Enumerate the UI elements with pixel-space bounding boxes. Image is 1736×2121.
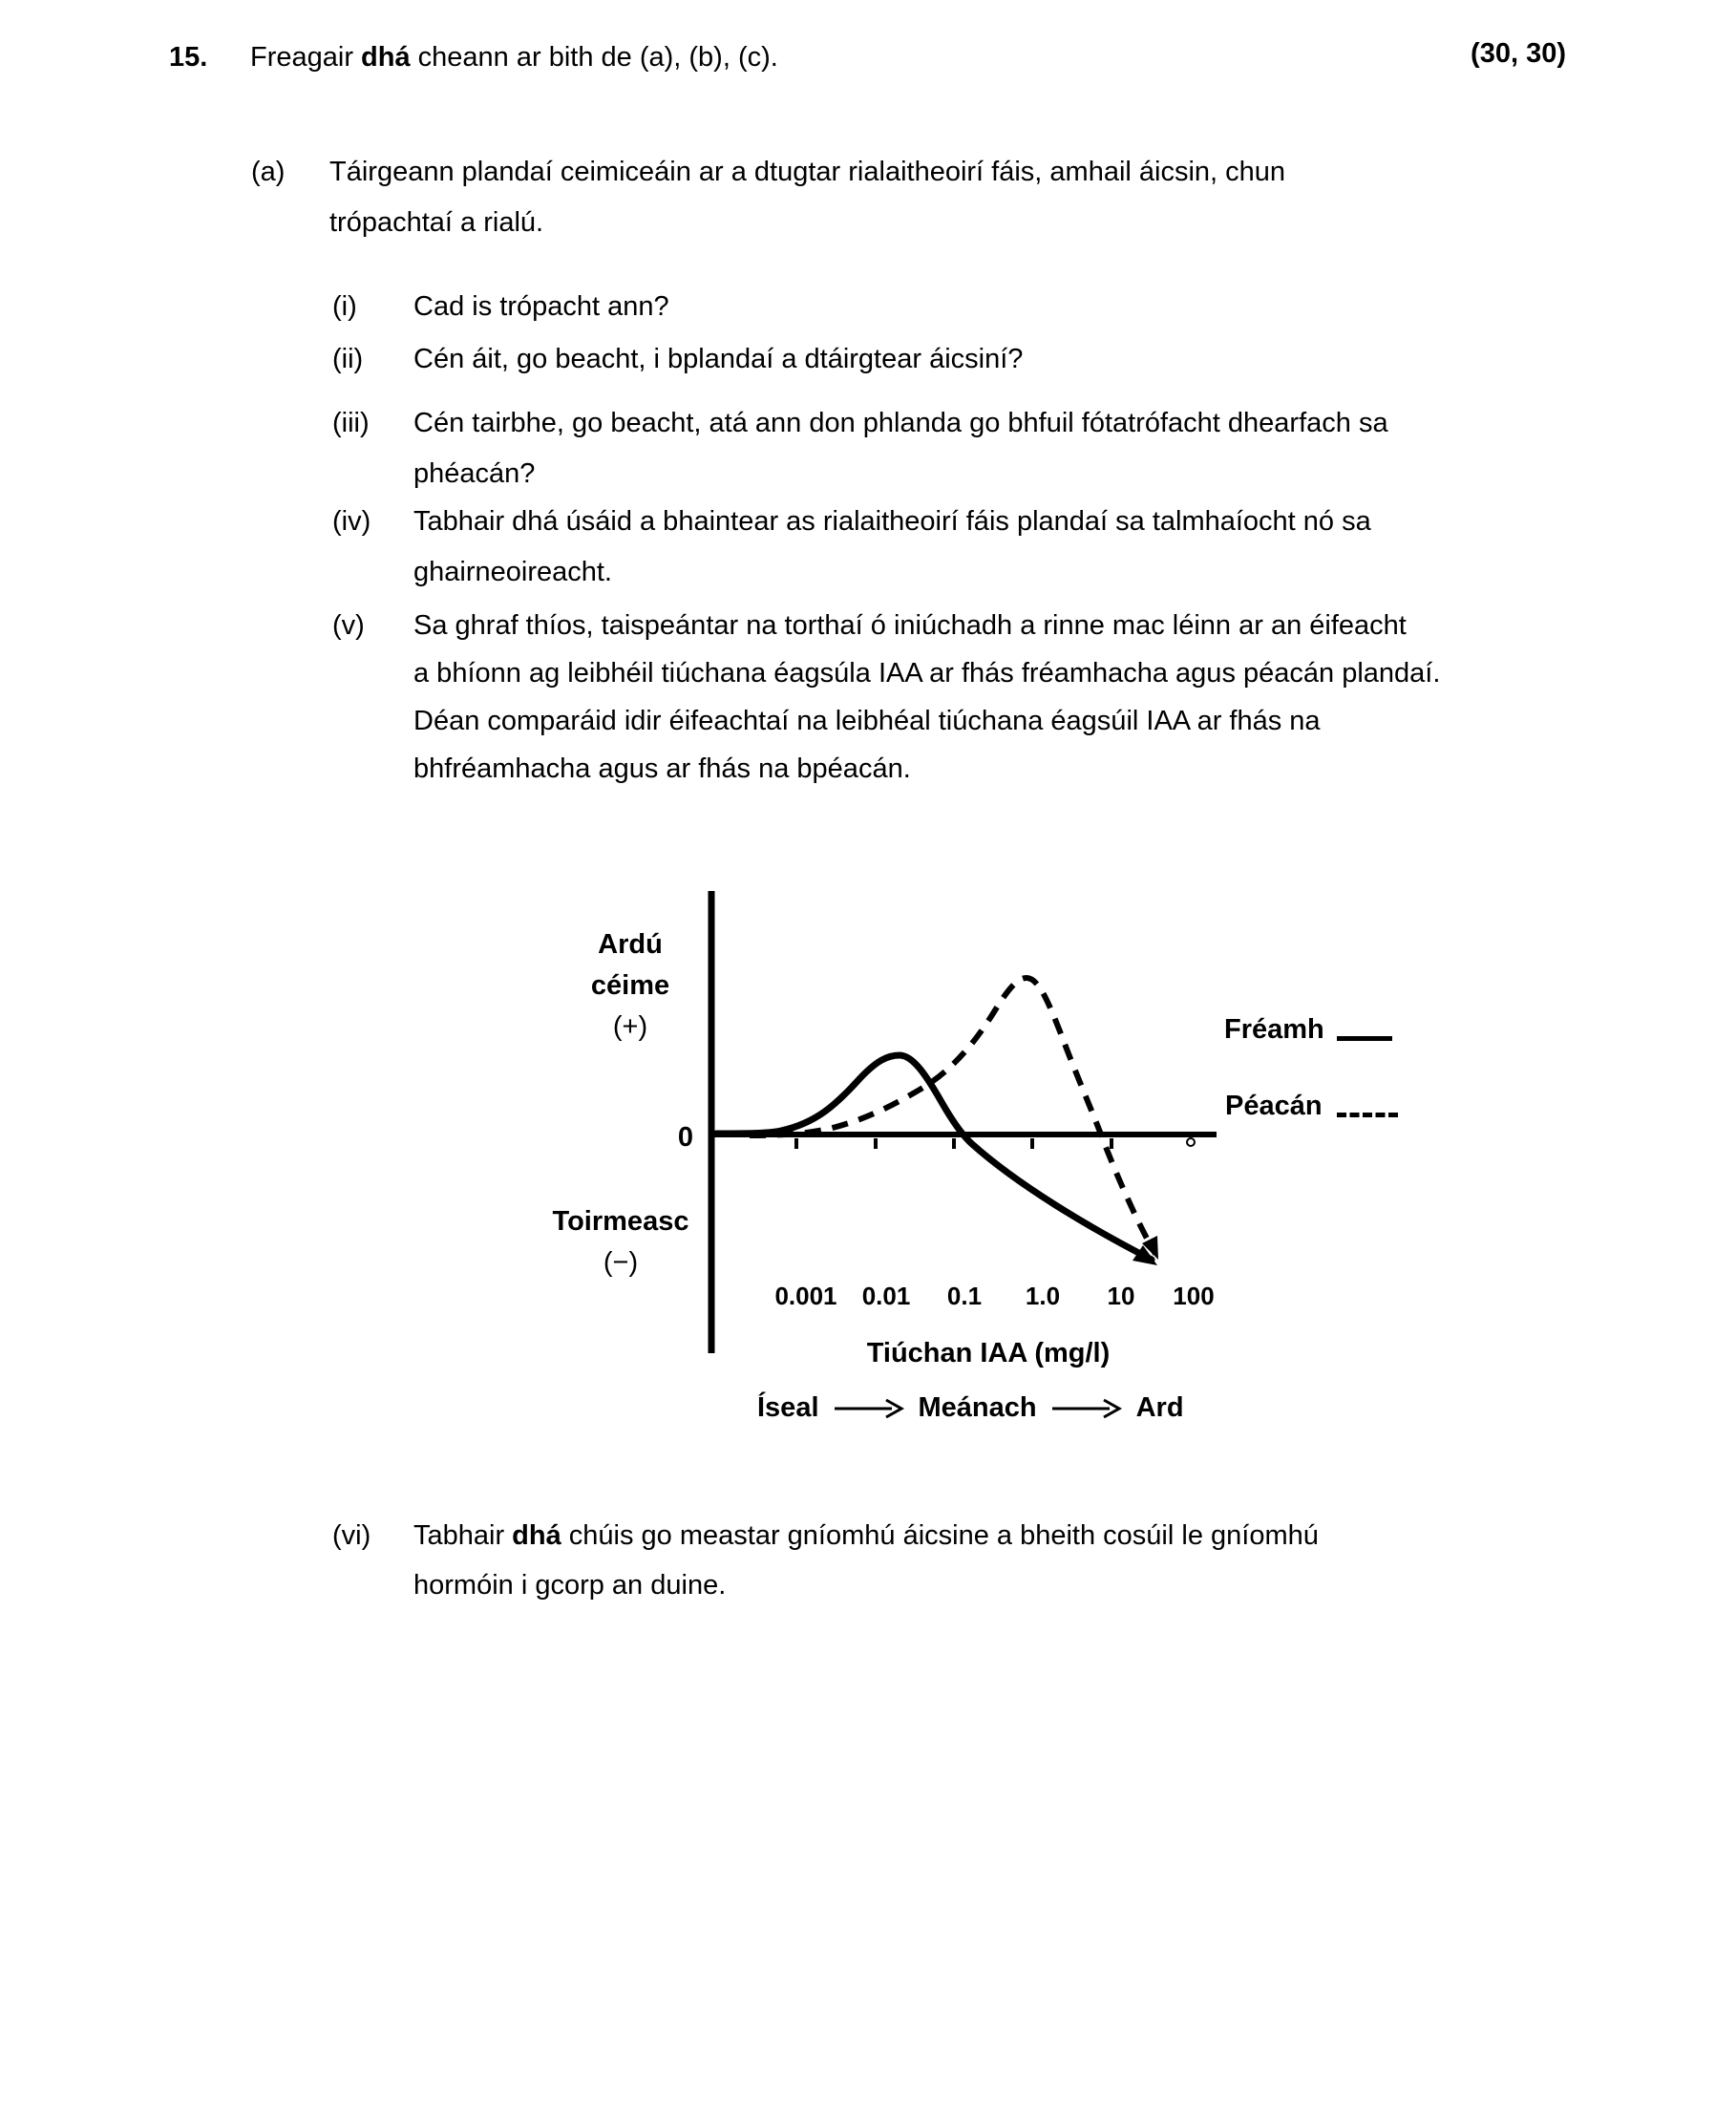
- question-header: [250, 38, 778, 76]
- x-tick-label-100: 100: [1173, 1282, 1215, 1310]
- item-v-line4: bhfréamhacha agus ar fhás na bpéacán.: [413, 753, 911, 784]
- item-ii-text: Cén áit, go beacht, i bplandaí a dtáirgtear áicsiní?: [413, 344, 1024, 374]
- header-text-bold: dhá: [361, 42, 411, 73]
- y-pos-line2: céime: [590, 970, 670, 1001]
- y-pos-line1: Ardú: [598, 929, 663, 960]
- y-axis-positive-label: [563, 924, 697, 1048]
- x-range-row: [757, 1392, 1184, 1424]
- x-tick-label-10b: 10: [1107, 1282, 1135, 1310]
- y-pos-line3: (+): [612, 1011, 648, 1042]
- y-neg-line1: Toirmeasc: [552, 1206, 689, 1237]
- item-vi-line2: hormóin i gcorp an duine.: [413, 1570, 727, 1601]
- item-iii-line1: Cén tairbhe, go beacht, atá ann don phlanda go bhfuil fótatrófacht dhearfach sa: [413, 408, 1388, 438]
- item-vi-bold: dhá: [512, 1520, 561, 1551]
- range-label-low: Íseal: [757, 1392, 819, 1423]
- x-tick-label-0001: 0.001: [774, 1282, 837, 1310]
- item-vi-num: (vi): [332, 1520, 371, 1551]
- part-a-label: (a): [251, 157, 286, 187]
- x-tick-100-dot: [1187, 1138, 1195, 1146]
- item-vi-line1: [413, 1517, 1319, 1555]
- item-iii-line2: phéacán?: [413, 458, 536, 489]
- item-iv-line2: ghairneoireacht.: [413, 557, 612, 587]
- item-iv-line1: Tabhair dhá úsáid a bhaintear as rialaitheoirí fáis plandaí sa talmhaíocht nó sa: [413, 506, 1371, 537]
- x-axis-title: Tiúchan IAA (mg/l): [866, 1338, 1111, 1368]
- header-text-pre: Freagair: [250, 42, 362, 73]
- item-v-num: (v): [332, 610, 365, 641]
- x-tick-label-001: 0.01: [861, 1282, 911, 1310]
- legend-peacan-label: Péacán: [1225, 1091, 1323, 1121]
- x-tick-label-01: 0.1: [946, 1282, 983, 1310]
- part-a-line1: Táirgeann plandaí ceimiceáin ar a dtugtar rialaitheoirí fáis, amhail áicsin, chun: [329, 157, 1286, 187]
- header-text-post: cheann ar bith de (a), (b), (c).: [410, 42, 778, 73]
- y-axis-zero-label: 0: [677, 1122, 693, 1153]
- series-freamh-curve: [716, 1055, 1152, 1260]
- marks-badge: (30, 30): [1471, 38, 1566, 69]
- item-vi-post: chúis go meastar gníomhú áicsine a bheith cosúil le gníomhú: [561, 1520, 1319, 1551]
- range-label-medium: Meánach: [918, 1392, 1037, 1423]
- y-neg-line2: (−): [603, 1247, 639, 1278]
- y-axis-negative-label: [535, 1201, 707, 1283]
- item-iii-num: (iii): [332, 408, 370, 438]
- item-iv-num: (iv): [332, 506, 371, 537]
- range-label-high: Ard: [1135, 1392, 1184, 1423]
- item-v-line1: Sa ghraf thíos, taispeántar na torthaí ó iniúchadh a rinne mac léinn ar an éifeacht: [413, 610, 1407, 641]
- legend-freamh-label: Fréamh: [1224, 1014, 1324, 1045]
- legend-peacan-line-sample: [1337, 1113, 1398, 1117]
- item-v-line2: a bhíonn ag leibhéil tiúchana éagsúla IAA ar fhás fréamhacha agus péacán plandaí.: [413, 658, 1441, 689]
- item-v-line3: Déan comparáid idir éifeachtaí na leibhéal tiúchana éagsúil IAA ar fhás na: [413, 706, 1321, 736]
- item-i-num: (i): [332, 291, 357, 322]
- item-ii-num: (ii): [332, 344, 364, 374]
- question-number: 15.: [169, 42, 208, 73]
- x-tick-label-10: 1.0: [1025, 1282, 1061, 1310]
- item-vi-pre: Tabhair: [413, 1520, 513, 1551]
- range-arrow-1: [833, 1398, 905, 1419]
- item-i-text: Cad is trópacht ann?: [413, 291, 669, 322]
- part-a-line2: trópachtaí a rialú.: [329, 207, 544, 238]
- legend-freamh-line-sample: [1337, 1036, 1392, 1041]
- range-arrow-2: [1050, 1398, 1123, 1419]
